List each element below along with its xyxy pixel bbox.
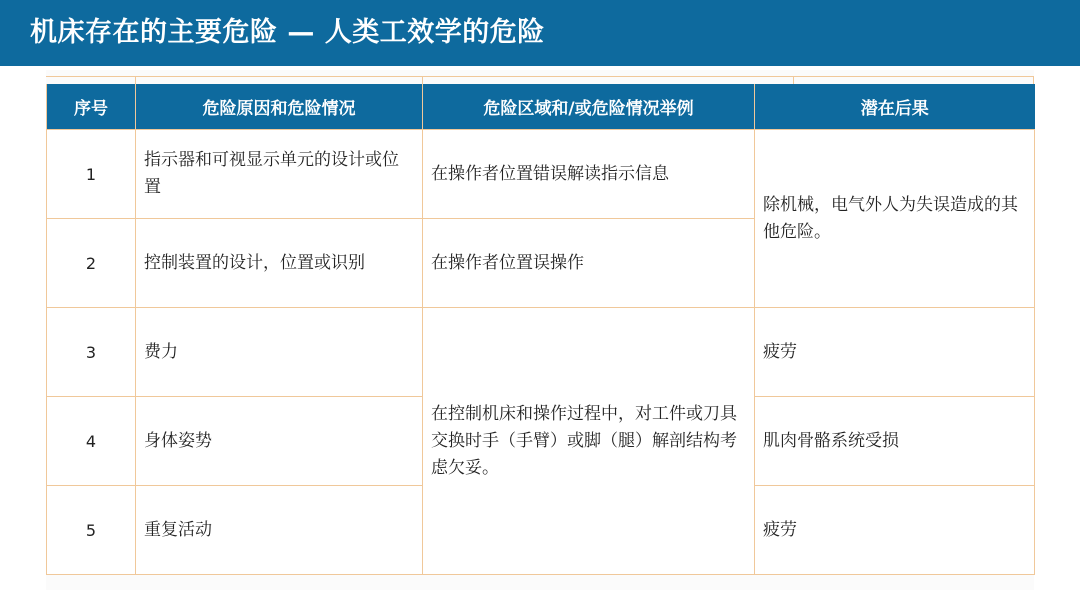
slide-title: 机床存在的主要危险 — 人类工效学的危险 <box>30 17 545 48</box>
row-number: 2 <box>47 219 136 308</box>
table-row <box>47 130 1035 219</box>
merged-example: 在控制机床和操作过程中，对工件或刀具交换时手（手臂）或脚（腿）解剖结构考虑欠妥。 <box>423 308 755 575</box>
row-cause: 费力 <box>136 308 423 397</box>
row-cause: 重复活动 <box>136 486 423 575</box>
row-cause: 身体姿势 <box>136 397 423 486</box>
merged-consequence: 除机械，电气外人为失误造成的其他危险。 <box>755 130 1035 308</box>
hazard-table <box>46 84 1035 575</box>
header-cause: 危险原因和危险情况 <box>136 84 423 130</box>
table-header-row <box>47 84 1035 130</box>
row-consequence: 肌肉骨骼系统受损 <box>755 397 1035 486</box>
header-number: 序号 <box>47 84 136 130</box>
row-number: 5 <box>47 486 136 575</box>
row-number: 1 <box>47 130 136 219</box>
row-cause: 指示器和可视显示单元的设计或位置 <box>136 130 423 219</box>
row-consequence: 疲劳 <box>755 486 1035 575</box>
row-number: 3 <box>47 308 136 397</box>
table-row <box>47 308 1035 397</box>
title-bar <box>0 0 1080 66</box>
header-consequence: 潜在后果 <box>755 84 1035 130</box>
row-number: 4 <box>47 397 136 486</box>
row-example: 在操作者位置误操作 <box>423 219 755 308</box>
row-example: 在操作者位置错误解读指示信息 <box>423 130 755 219</box>
row-cause: 控制装置的设计，位置或识别 <box>136 219 423 308</box>
row-consequence: 疲劳 <box>755 308 1035 397</box>
header-example: 危险区域和/或危险情况举例 <box>423 84 755 130</box>
